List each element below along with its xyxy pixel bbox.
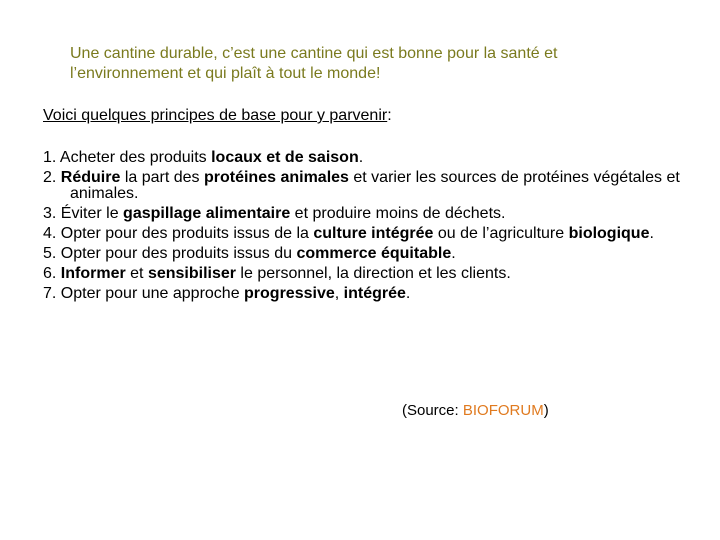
principles-heading-text: Voici quelques principes de base pour y parvenir [43,107,388,124]
principle-emphasis: Réduire [60,169,121,186]
principle-text: Opter pour des produits issus de la [60,225,314,242]
principle-item [43,226,703,242]
principle-text: et [125,265,148,282]
principle-item [43,246,703,262]
principle-emphasis: gaspillage alimentaire [123,205,291,222]
principle-number: 2. [43,169,57,186]
principle-text: Acheter des produits [59,149,212,166]
principle-emphasis: sensibiliser [147,265,236,282]
principle-item [43,206,703,222]
principle-emphasis: biologique [568,225,650,242]
principle-number: 7. [43,285,57,302]
principle-text: Opter pour une approche [60,285,245,302]
principle-emphasis: culture intégrée [313,225,434,242]
principle-text: et produire moins de déchets. [290,205,506,222]
principle-number: 5. [43,245,57,262]
principle-text: . [649,225,654,242]
principle-text: . [405,285,411,302]
source-citation [402,401,549,421]
principles-list [43,150,703,306]
principle-text: Éviter le [60,205,124,222]
principles-heading [43,106,392,126]
principle-item [43,286,703,302]
principle-emphasis: commerce équitable [296,245,452,262]
principle-text: Opter pour des produits issus du [60,245,297,262]
principle-number: 6. [43,265,57,282]
principle-text: le personnel, la direction et les clients. [235,265,511,282]
principle-text: et varier les sources de protéines végétales et animales. [70,169,680,202]
principle-emphasis: intégrée [343,285,406,302]
principle-text: . [358,149,364,166]
principle-text: . [451,245,456,262]
principle-emphasis: locaux et de saison [211,149,359,166]
principle-number: 1. [43,149,57,166]
principle-emphasis: progressive [244,285,335,302]
source-name: BIOFORUM [462,402,544,419]
principle-text: , [334,285,344,302]
principle-emphasis: Informer [60,265,126,282]
intro-line-2: l’environnement et qui plaît à tout le monde! [70,65,381,82]
source-prefix: (Source: [402,402,463,419]
principles-heading-colon: : [387,107,392,124]
principle-number: 4. [43,225,57,242]
principle-number: 3. [43,205,57,222]
intro-line-1: Une cantine durable, c’est une cantine qui est bonne pour la santé et [70,45,558,62]
principle-item [43,170,703,202]
intro-text [70,44,650,84]
principle-item [43,266,703,282]
principle-item [43,150,703,166]
principle-emphasis: protéines animales [203,169,349,186]
source-suffix: ) [543,402,549,419]
principle-text: la part des [120,169,204,186]
principle-text: ou de l’agriculture [433,225,569,242]
